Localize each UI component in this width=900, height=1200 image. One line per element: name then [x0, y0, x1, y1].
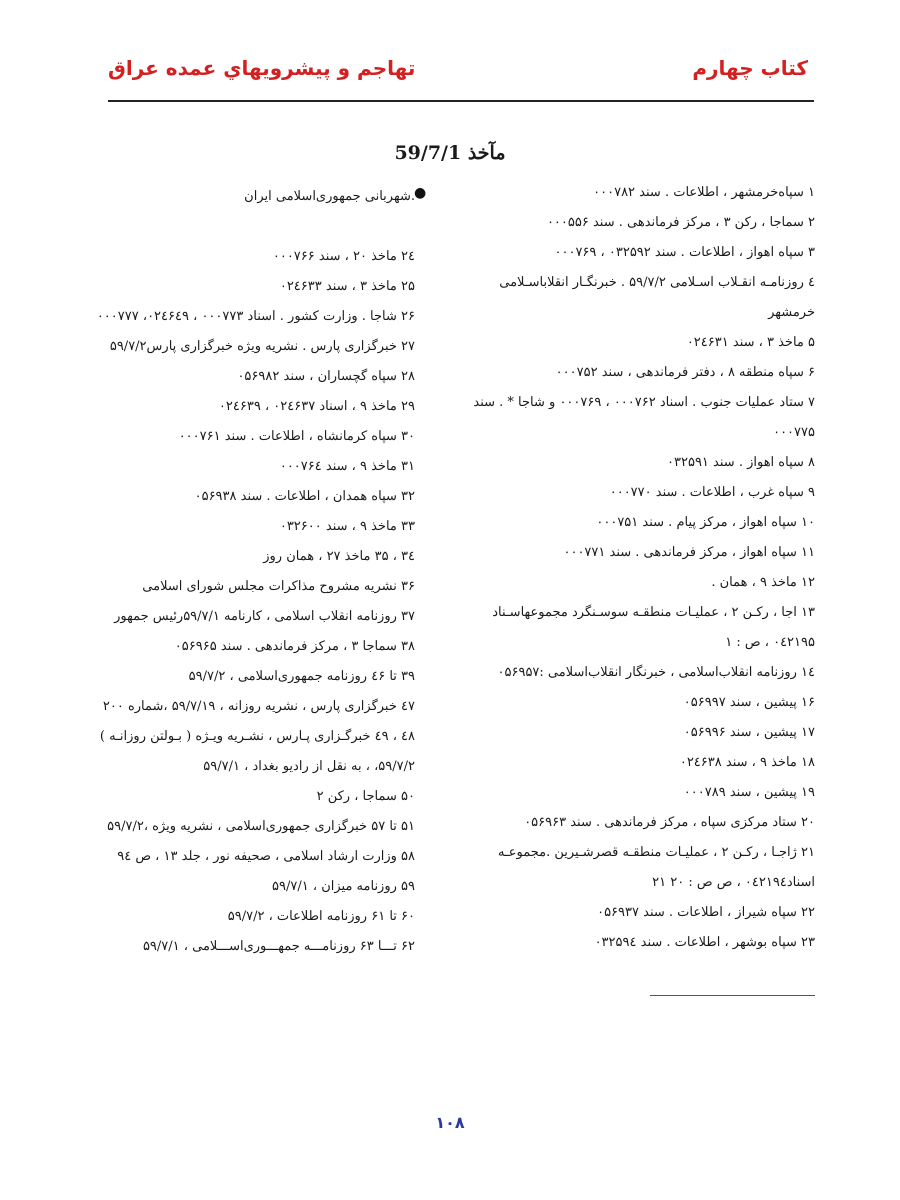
reference-item: ۳۱ ماخذ ۹ ، سند ۰۰۰۷۶٤: [279, 459, 415, 474]
reference-item: ۱۱ سپاه اهواز ، مرکز فرماندهی . سند ۰۰۰۷۷۱: [563, 545, 815, 560]
reference-item: ۲۹ ماخذ ۹ ، اسناد ۰۲٤۶۳۷ ، ۰۲٤۶۳۹: [218, 399, 415, 414]
reference-item: ۱۷ پیشین ، سند ۰۵۶۹۹۶: [683, 725, 815, 740]
reference-item: ۱۲ ماخذ ۹ ، همان .: [711, 575, 815, 590]
reference-item: ۵۰ سماجا ، رکن ۲: [316, 789, 415, 804]
reference-item: ۵۸ وزارت ارشاد اسلامی ، صحیفه نور ، جلد ۱۳ ، ص ۹٤: [117, 849, 415, 864]
reference-item: ۵ ماخذ ۳ ، سند ۰۲٤۶۳۱: [686, 335, 815, 350]
reference-item: ۳۸ سماجا ۳ ، مرکز فرماندهی . سند ۰۵۶۹۶۵: [174, 639, 415, 654]
reference-item: ۳۳ ماخذ ۹ ، سند ۰۳۲۶۰۰: [279, 519, 415, 534]
header-divider: [108, 100, 814, 102]
page-number: ۱۰۸: [435, 1113, 465, 1132]
reference-item: .شهربانی جمهوری‌اسلامی ایران: [244, 189, 415, 204]
reference-item: ۲۵ ماخذ ۳ ، سند ۰۲٤۶۳۳: [279, 279, 415, 294]
reference-item: ٤ روزنامـه انقـلاب اسـلامی ۵۹/۷/۲ . خبرنگـار انقلاباسـلامی خرمشهر: [499, 275, 815, 320]
book-title: كتاب چهارم: [692, 56, 808, 80]
reference-item: ۲۸ سپاه گچساران ، سند ۰۵۶۹۸۲: [237, 369, 415, 384]
page-title: مآخذ 59/7/1: [394, 142, 506, 164]
reference-item: ۵۹/۷/۲، ، به نقل از رادیو بغداد ، ۵۹/۷/۱: [203, 759, 415, 774]
reference-item: ۹ سپاه غرب ، اطلاعات . سند ۰۰۰۷۷۰: [609, 485, 815, 500]
reference-item: ۲۱ ژاجـا ، رکـن ۲ ، عملیـات منطقـه قصرشـیرین .مجموعـه اسناد۰٤۲۱۹٤ ، ص ص : ۲۰ ۲۱: [497, 845, 815, 890]
reference-item: ۲۶ شاجا . وزارت کشور . اسناد ۰۰۰۷۷۳ ، ۰۲٤۶٤۹، ۰۰۰۷۷۷: [96, 309, 415, 324]
reference-item: ۲۰ ستاد مرکزی سپاه ، مرکز فرماندهی . سند ۰۵۶۹۶۳: [524, 815, 815, 830]
reference-item: ۶۲ تـــا ۶۳ روزنامـــه جمهـــوری‌اســـلامی ، ۵۹/۷/۱: [142, 939, 415, 954]
references-right-column: [470, 178, 815, 958]
reference-item: ۸ سپاه اهواز . سند ۰۳۲۵۹۱: [667, 455, 815, 470]
reference-item: ۲ سماجا ، رکن ۳ ، مرکز فرماندهی . سند ۰۰۰۵۵۶: [546, 215, 815, 230]
reference-item: ۲٤ ماخذ ۲۰ ، سند ۰۰۰۷۶۶: [272, 249, 415, 264]
reference-item: ۱۶ پیشین ، سند ۰۵۶۹۹۷: [683, 695, 815, 710]
reference-item: ۳۷ روزنامه انقلاب اسلامی ، کارنامه ۵۹/۷/۱رئیس جمهور: [114, 609, 415, 624]
reference-item: ۷ ستاد عملیات جنوب . اسناد ۰۰۰۷۶۲ ، ۰۰۰۷۶۹ و شاجا * . سند ۰۰۰۷۷۵: [473, 395, 815, 440]
reference-item: ۱٤ روزنامه انقلاب‌اسلامی ، خبرنگار انقلاب‌اسلامی :۰۵۶۹۵۷: [497, 665, 815, 680]
reference-item: ۳۶ نشریه مشروح مذاکرات مجلس شورای اسلامی: [142, 579, 415, 594]
reference-item: ۱۹ پیشین ، سند ۰۰۰۷۸۹: [683, 785, 815, 800]
reference-item: ۵۹ روزنامه میزان ، ۵۹/۷/۱: [272, 879, 415, 894]
reference-item: ۱ سپاه‌خرمشهر ، اطلاعات . سند ۰۰۰۷۸۲: [593, 185, 815, 200]
reference-item: ۳٤ ، ۳۵ ماخذ ۲۷ ، همان روز: [263, 549, 415, 564]
reference-item: ٤۸ ، ٤۹ خبرگـزاری پـارس ، نشـریه ویـژه ( بـولتن روزانـه ): [99, 729, 415, 744]
reference-item: ۲۳ سپاه بوشهر ، اطلاعات . سند ۰۳۲۵۹٤: [594, 935, 815, 950]
reference-item: ۵۱ تا ۵۷ خبرگزاری جمهوری‌اسلامی ، نشریه ویژه ،۵۹/۷/۲: [107, 819, 415, 834]
reference-item: ۶ سپاه منطقه ۸ ، دفتر فرماندهی ، سند ۰۰۰۷۵۲: [555, 365, 815, 380]
chapter-title: تهاجم و پيشرويهاي عمده عراق: [108, 56, 416, 80]
footnote-divider: [650, 995, 815, 996]
reference-item: ۳۲ سپاه همدان ، اطلاعات . سند ۰۵۶۹۳۸: [194, 489, 415, 504]
reference-item: ۱۸ ماخذ ۹ ، سند ۰۲٤۶۳۸: [679, 755, 815, 770]
reference-item: ۱۳ اجا ، رکـن ۲ ، عملیـات منطقـه سوسـنگرد مجموعهاسـناد ۰٤۲۱۹۵ ، ص : ۱: [492, 605, 815, 650]
reference-item: ٤۷ خبرگزاری پارس ، نشریه روزانه ، ۵۹/۷/۱۹ ،شماره ۲۰۰: [102, 699, 415, 714]
reference-item: ۳۰ سپاه کرمانشاه ، اطلاعات . سند ۰۰۰۷۶۱: [178, 429, 415, 444]
reference-item: ۲۲ سپاه شیراز ، اطلاعات . سند ۰۵۶۹۳۷: [597, 905, 815, 920]
reference-item: ۲۷ خبرگزاری پارس . نشریه ویژه خبرگزاری پارس۵۹/۷/۲: [109, 339, 415, 354]
reference-item: ۳ سپاه اهواز ، اطلاعات . سند ۰۳۲۵۹۲ ، ۰۰۰۷۶۹: [554, 245, 815, 260]
reference-item: ۱۰ سپاه اهواز ، مرکز پیام . سند ۰۰۰۷۵۱: [596, 515, 815, 530]
references-left-column: [80, 182, 415, 962]
reference-item: ۶۰ تا ۶۱ روزنامه اطلاعات ، ۵۹/۷/۲: [227, 909, 415, 924]
reference-item: ۳۹ تا ٤۶ روزنامه جمهوری‌اسلامی ، ۵۹/۷/۲: [188, 669, 415, 684]
bullet-icon: ●: [414, 185, 427, 201]
